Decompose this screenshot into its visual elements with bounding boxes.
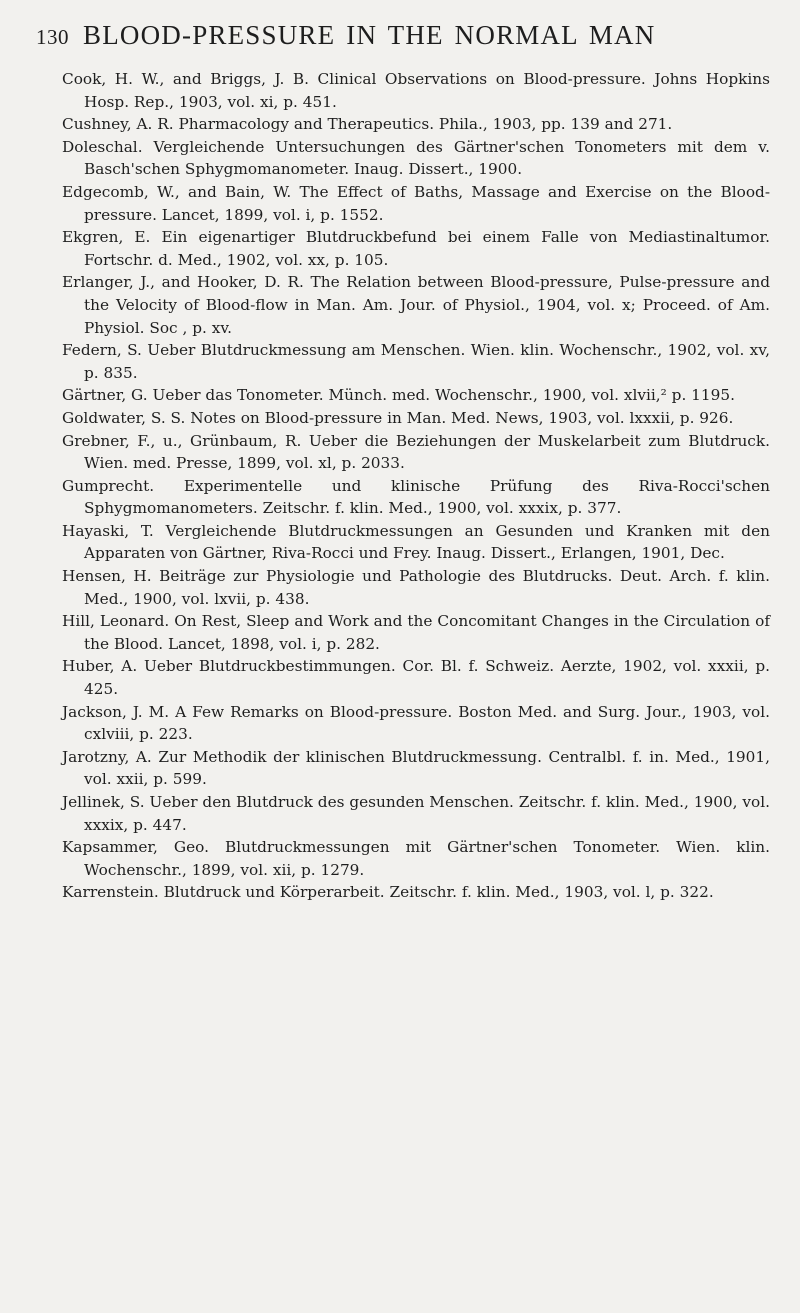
reference-entry: Grebner, F., u., Grünbaum, R. Ueber die Beziehungen der Muskelarbeit zum Blutdruck. Wien. med. Presse, 1899, vol. xl, p. 2033. bbox=[62, 431, 770, 473]
reference-entry: Hill, Leonard. On Rest, Sleep and Work and the Concomitant Changes in the Circulation of the Blood. Lancet, 1898, vol. i, p. 282. bbox=[62, 612, 770, 653]
reference-entry: Gärtner, G. Ueber das Tonometer. Münch. med. Wochenschr., 1900, vol. xlvii,² p. 1195. bbox=[62, 386, 735, 405]
reference-entry: Hensen, H. Beiträge zur Physiologie und Pathologie des Blutdrucks. Deut. Arch. f. klin. Med., 1900, vol. lxvii, p. 438. bbox=[62, 567, 770, 608]
reference-entry: Gumprecht. Experimentelle und klinische Prüfung des Riva-Rocci'schen Sphygmomanometers. Zeitschr. f. klin. Med., 1900, vol. xxxix, p. 377. bbox=[62, 476, 770, 518]
reference-entry: Edgecomb, W., and Bain, W. The Effect of Baths, Massage and Exercise on the Blood-pressure. Lancet, 1899, vol. i, p. 1552. bbox=[62, 182, 770, 224]
reference-entry: Kapsammer, Geo. Blutdruckmessungen mit Gärtner'schen Tonometer. Wien. klin. Wochenschr., 1899, vol. xii, p. 1279. bbox=[62, 838, 770, 879]
page-header bbox=[36, 20, 766, 60]
reference-entry: Karrenstein. Blutdruck und Körperarbeit. Zeitschr. f. klin. Med., 1903, vol. l, p. 322. bbox=[62, 883, 714, 902]
reference-entry: Jarotzny, A. Zur Methodik der klinischen Blutdruckmessung. Centralbl. f. in. Med., 1901, vol. xxii, p. 599. bbox=[62, 747, 770, 789]
reference-entry: Federn, S. Ueber Blutdruckmessung am Menschen. Wien. klin. Wochenschr., 1902, vol. xv, p. 835. bbox=[62, 341, 770, 382]
reference-entry: Goldwater, S. S. Notes on Blood-pressure in Man. Med. News, 1903, vol. lxxxii, p. 926. bbox=[62, 408, 734, 427]
reference-entry: Huber, A. Ueber Blutdruckbestimmungen. Cor. Bl. f. Schweiz. Aerzte, 1902, vol. xxxii, p. 425. bbox=[62, 657, 770, 699]
reference-entry: Erlanger, J., and Hooker, D. R. The Relation between Blood-pressure, Pulse-pressure and the Velocity of Blood-flow in Man. Am. Jour. of Physiol., 1904, vol. x; Proceed. of Am. Physiol. Soc , p. xv. bbox=[62, 273, 770, 337]
reference-entry: Jellinek, S. Ueber den Blutdruck des gesunden Menschen. Zeitschr. f. klin. Med., 1900, vol. xxxix, p. 447. bbox=[62, 793, 770, 834]
running-head: BLOOD-PRESSURE IN THE NORMAL MAN bbox=[83, 20, 656, 50]
reference-entry: Ekgren, E. Ein eigenartiger Blutdruckbefund bei einem Falle von Mediastinaltumor. Fortschr. d. Med., 1902, vol. xx, p. 105. bbox=[62, 228, 770, 269]
page-number: 130 bbox=[36, 25, 69, 49]
reference-entry: Jackson, J. M. A Few Remarks on Blood-pressure. Boston Med. and Surg. Jour., 1903, vol. cxlviii, p. 223. bbox=[62, 702, 770, 744]
reference-entry: Hayaski, T. Vergleichende Blutdruckmessungen an Gesunden und Kranken mit den Apparaten von Gärtner, Riva-Rocci und Frey. Inaug. Dissert., Erlangen, 1901, Dec. bbox=[62, 521, 770, 563]
bibliography-list bbox=[62, 68, 770, 904]
reference-entry: Cushney, A. R. Pharmacology and Therapeutics. Phila., 1903, pp. 139 and 271. bbox=[62, 115, 673, 134]
reference-entry: Cook, H. W., and Briggs, J. B. Clinical Observations on Blood-pressure. Johns Hopkins Hosp. Rep., 1903, vol. xi, p. 451. bbox=[62, 70, 770, 111]
reference-entry: Doleschal. Vergleichende Untersuchungen des Gärtner'schen Tonometers mit dem v. Basch'schen Sphygmomanometer. Inaug. Dissert., 1900. bbox=[62, 137, 770, 179]
